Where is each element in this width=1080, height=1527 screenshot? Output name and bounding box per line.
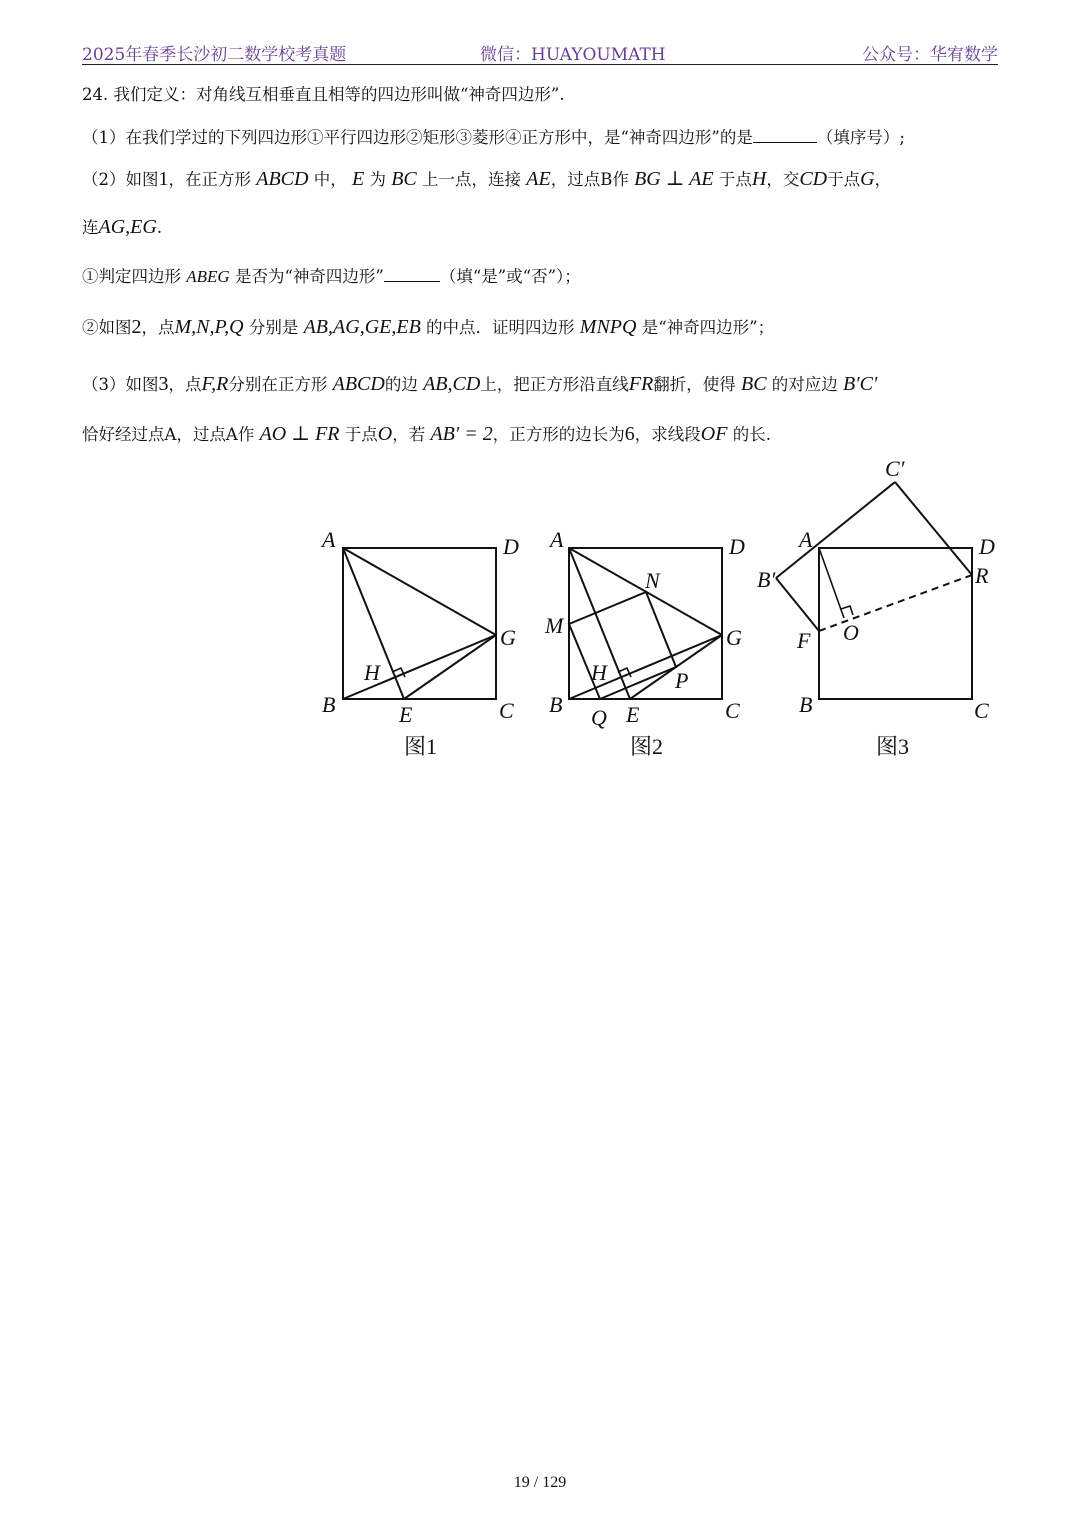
figure-3 <box>776 482 972 699</box>
math-expr: AE <box>526 168 551 190</box>
fig-ref: 2 <box>131 316 142 338</box>
fig2-label-P: P <box>675 668 689 693</box>
fig3-label-D: D <box>979 534 995 559</box>
part2-text: 中， <box>313 170 347 189</box>
fig3-segment-FB-prime <box>776 578 819 631</box>
math-expr: AO ⊥ FR <box>259 423 340 445</box>
part3-text: （3）如图 <box>82 375 159 394</box>
fig2-label-Q: Q <box>591 705 607 730</box>
header-title: 2025年春季长沙初二数学校考真题 <box>82 45 347 65</box>
math-expr: O <box>377 423 393 445</box>
part1-suffix: （填序号）; <box>816 128 905 147</box>
fig2-label-C: C <box>725 698 740 723</box>
fig3-segment-B-prime-C-prime <box>776 482 895 578</box>
math-expr: ABCD <box>256 168 309 190</box>
math-expr: B′C′ <box>843 373 878 395</box>
part2-text: . <box>156 218 163 237</box>
part3-text: ，点 <box>168 375 202 394</box>
page-number: 19 / 129 <box>513 1474 567 1491</box>
fig2-label-D: D <box>729 534 745 559</box>
fig3-label-C-prime: C′ <box>885 456 905 481</box>
q1-text: （填“是”或“否”）； <box>439 267 581 286</box>
fig2-label-E: E <box>626 702 640 727</box>
part2-text: ， <box>874 170 892 189</box>
problem-number: 24. <box>82 85 109 104</box>
fig1-label-H: H <box>364 660 380 685</box>
fig2-caption: 图2 <box>630 734 664 759</box>
part3-text: ，正方形的边长为 <box>492 425 625 444</box>
figure-labels <box>320 456 995 759</box>
fig3-label-B-prime: B′ <box>757 567 776 592</box>
q2-text: ②如图 <box>82 318 132 337</box>
math-expr: ABEG <box>186 267 230 286</box>
part3-text: 恰好经过点A，过点A作 <box>82 425 255 444</box>
q2-text: 的中点．证明四边形 <box>426 318 575 337</box>
math-expr: E <box>351 168 365 190</box>
header-account: 公众号：华宥数学 <box>862 45 998 65</box>
fig2-label-H: H <box>591 660 607 685</box>
part3-text: ，求线段 <box>634 425 701 444</box>
math-expr: F,R <box>201 373 229 395</box>
fig3-caption: 图3 <box>876 734 910 759</box>
fig1-label-G: G <box>500 625 516 650</box>
fig1-label-E: E <box>399 702 413 727</box>
math-expr: AB,AG,GE,EB <box>303 316 421 338</box>
fig3-segment-C-prime-R <box>895 482 972 575</box>
math-expr: BC <box>391 168 417 190</box>
part2-text: ，在正方形 <box>168 170 251 189</box>
part2-text: 于点 <box>827 170 861 189</box>
math-expr: BG ⊥ AE <box>634 168 714 190</box>
fig3-label-C: C <box>974 698 989 723</box>
header-wechat: 微信：HUAYOUMATH <box>480 45 666 65</box>
q1-text: 是否为“神奇四边形” <box>234 267 384 286</box>
part2-text: （2）如图 <box>82 170 159 189</box>
math-expr: AB,CD <box>423 373 481 395</box>
fig1-label-B: B <box>322 692 336 717</box>
part2-text: 上一点，连接 <box>422 170 521 189</box>
fig1-caption: 图1 <box>404 734 438 759</box>
fig-ref: 1 <box>158 168 169 190</box>
fig1-segment-AG <box>343 548 496 635</box>
part3-text: 分别在正方形 <box>228 375 328 394</box>
math-expr: FR <box>628 373 654 395</box>
part2-text: 于点 <box>718 170 752 189</box>
part3-text: 的对应边 <box>771 375 838 394</box>
math-expr: M,N,P,Q <box>174 316 244 338</box>
math-expr: ABCD <box>332 373 385 395</box>
math-expr: BC <box>740 373 767 395</box>
math-expr: MNPQ <box>579 316 637 338</box>
part2-text: ，过点B作 <box>550 170 629 189</box>
q2-text: ，点 <box>141 318 175 337</box>
problem-intro-text: 我们定义：对角线互相垂直且相等的四边形叫做“神奇四边形”. <box>113 85 565 104</box>
math-expr: G <box>860 168 875 190</box>
q2-text: 是“神奇四边形”； <box>641 318 775 337</box>
part3-text: 上，把正方形沿直线 <box>480 375 629 394</box>
fig-ref: 3 <box>158 373 169 395</box>
fig3-label-B: B <box>799 692 813 717</box>
math-expr: CD <box>799 168 828 190</box>
part2-text: 为 <box>369 170 386 189</box>
fig2-label-B: B <box>549 692 563 717</box>
part3-text: 翻折，使得 <box>653 375 736 394</box>
fig3-label-O: O <box>843 620 859 645</box>
fig1-label-A: A <box>322 527 336 552</box>
q2-text: 分别是 <box>248 318 299 337</box>
part3-text: 于点 <box>344 425 378 444</box>
fig1-label-D: D <box>503 534 519 559</box>
part1-text: （1）在我们学过的下列四边形①平行四边形②矩形③菱形④正方形中，是“神奇四边形”的是 <box>82 128 753 147</box>
math-expr: AB′ = 2 <box>430 423 493 445</box>
fig3-label-R: R <box>975 563 989 588</box>
q1-text: ①判定四边形 <box>82 267 181 286</box>
fig3-label-A: A <box>799 527 813 552</box>
fig3-fold-line-FR <box>819 575 972 631</box>
part2-text: ，交 <box>766 170 800 189</box>
part2-text: 连 <box>82 218 99 237</box>
math-expr: AG,EG <box>98 216 157 238</box>
part3-text: ，若 <box>392 425 426 444</box>
fig2-label-N: N <box>645 568 660 593</box>
part3-text: 的边 <box>384 375 418 394</box>
part3-text: 的长. <box>732 425 771 444</box>
fig1-label-C: C <box>499 698 514 723</box>
fig2-label-G: G <box>726 625 742 650</box>
fig3-label-F: F <box>797 628 811 653</box>
fig2-label-M: M <box>545 613 564 638</box>
math-expr: OF <box>700 423 728 445</box>
fig3-segment-AO <box>819 548 844 618</box>
math-number: 6 <box>624 423 635 445</box>
math-expr: H <box>751 168 767 190</box>
fig2-label-A: A <box>550 527 564 552</box>
